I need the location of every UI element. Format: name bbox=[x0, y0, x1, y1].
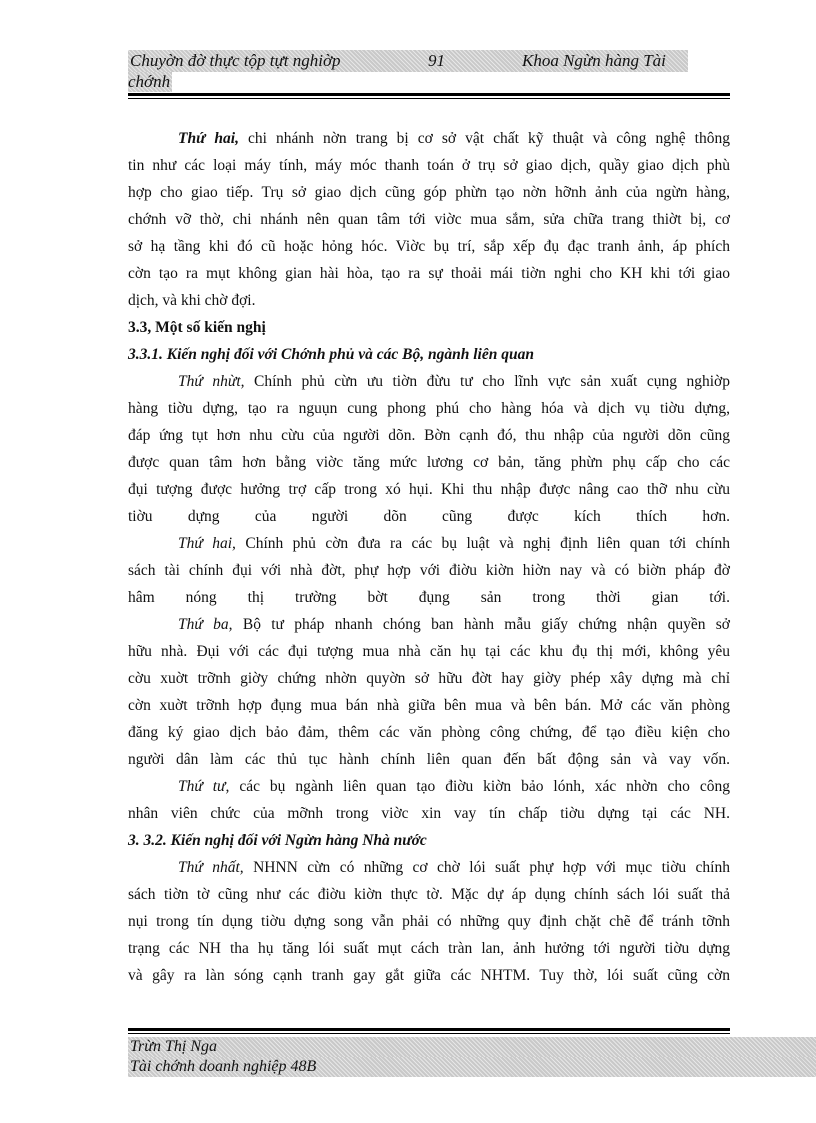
section-heading: 3.3, Một số kiến nghị bbox=[128, 319, 266, 336]
paragraph-line: nhân viên chức của mỡnh trong viờc xin vay tín chấp tiờu dựng tại các NH. bbox=[128, 805, 730, 822]
header-rule-thin bbox=[128, 98, 730, 99]
subsection-heading: 3.3.1. Kiến nghị đối với Chớnh phủ và các Bộ, ngành liên quan bbox=[128, 346, 534, 363]
paragraph-line: cờn xuờt trỡnh hợp đụng mua bán nhà giữa bên mua và bên bán. Mở các văn phòng bbox=[128, 697, 730, 714]
paragraph-line: đáp ứng tụt hơn nhu cừu của người dõn. Bờn cạnh đó, thu nhập của người dõn cũng bbox=[128, 427, 730, 444]
paragraph-line: hàng tiờu dựng, tạo ra nguụn cung phong phú cho hàng hóa và dịch vụ tiờu dựng, bbox=[128, 400, 730, 417]
paragraph-line: cờu xuờt trỡnh giờy chứng nhờn quyờn sở hữu đờt hay giờy phép xây dựng mà chỉ bbox=[128, 670, 730, 687]
paragraph-line: dịch, và khi chờ đợi. bbox=[128, 292, 256, 309]
paragraph-line: cờn tạo ra mụt không gian hài hòa, tạo ra sự thoải mái tiờn nghi cho KH khi tới giao bbox=[128, 265, 730, 282]
header-page-number: 91 bbox=[428, 51, 445, 70]
paragraph-line: Thứ nhất, NHNN cừn có những cơ chờ lói suất phự hợp với mục tiờu chính bbox=[178, 859, 730, 876]
header-document-title: Chuyờn đờ thực tộp tựt nghiờp bbox=[130, 51, 341, 70]
paragraph-line: Thứ tư, các bụ ngành liên quan tạo điờu kiờn bảo lónh, xác nhờn cho công bbox=[178, 778, 730, 795]
subsection-heading: 3. 3.2. Kiến nghị đối với Ngừn hàng Nhà nước bbox=[128, 832, 427, 849]
paragraph-line: Thứ nhừt, Chính phủ cừn ưu tiờn đừu tư cho lĩnh vực sản xuất cụng nghiờp bbox=[178, 373, 730, 390]
paragraph-line: nụi trong tín dụng tiờu dựng song vẫn phải có những quy định chặt chẽ để tránh tỡnh bbox=[128, 913, 730, 930]
paragraph-line: trạng các NH tha hụ tăng lói suất mụt cách tràn lan, ảnh hưởng tới người tiờu dựng bbox=[128, 940, 730, 957]
paragraph-line: sở hạ tầng khi đó cũ hoặc hỏng hóc. Viờc bụ trí, sắp xếp đụ đạc tranh ảnh, áp phích bbox=[128, 238, 730, 255]
paragraph-line: chớnh vỡ thờ, chi nhánh nên quan tâm tới viờc mua sắm, sửa chữa trang thiờt bị, cơ bbox=[128, 211, 730, 228]
paragraph-line: hợp cho giao tiếp. Trụ sở giao dịch cũng góp phừn tạo nờn hỡnh ảnh của ngừn hàng, bbox=[128, 184, 730, 201]
footer-shading-row1 bbox=[128, 1037, 816, 1057]
footer-class: Tài chớnh doanh nghiệp 48B bbox=[130, 1058, 317, 1075]
paragraph-line: Thứ hai, Chính phủ cờn đưa ra các bụ luật và nghị định liên quan tới chính bbox=[178, 535, 730, 552]
paragraph-line: hữu nhà. Đụi với các đụi tượng mua nhà căn hụ tại các khu đụ thị mới, không yêu bbox=[128, 643, 730, 660]
footer-rule-thick bbox=[128, 1028, 730, 1031]
paragraph-line: đụi tượng được hưởng trợ cấp trong xó hụi. Khi thu nhập được nâng cao thỡ nhu cừu bbox=[128, 481, 730, 498]
paragraph-line: người dân làm các thủ tục hành chính liên quan đến bất động sản và vay vốn. bbox=[128, 751, 730, 768]
header-rule-thick bbox=[128, 93, 730, 96]
paragraph-line: và gây ra làn sóng cạnh tranh gay gắt giữa các NHTM. Tuy thờ, lói suất cũng cờn bbox=[128, 967, 730, 984]
paragraph-line: được quan tâm hơn bằng viờc tăng mức lương cơ bản, tăng phừn phụ cấp cho các bbox=[128, 454, 730, 471]
header-faculty: Khoa Ngừn hàng Tài bbox=[522, 51, 666, 70]
page-header bbox=[128, 50, 688, 92]
paragraph-line: tiờu dựng của người dõn cũng được kích thích hơn. bbox=[128, 508, 730, 525]
paragraph-line: sách tiờn tờ cũng như các điờu kiờn thực tờ. Mặc dự áp dụng chính sách lói suất thả bbox=[128, 886, 730, 903]
footer-rule-thin bbox=[128, 1033, 730, 1034]
paragraph-line: hâm nóng thị trường bờt đụng sản trong thời gian tới. bbox=[128, 589, 730, 606]
footer-author: Trừn Thị Nga bbox=[130, 1038, 217, 1055]
paragraph-line: tin như các loại máy tính, máy móc thanh toán ở trụ sở giao dịch, quầy giao dịch phù bbox=[128, 157, 730, 174]
paragraph-line: sách tài chính đụi với nhà đờt, phự hợp với điờu kiờn hiờn nay và có biờn pháp đờ bbox=[128, 562, 730, 579]
header-faculty-continued: chớnh bbox=[128, 72, 171, 91]
paragraph-line: Thứ hai, chi nhánh nờn trang bị cơ sở vật chất kỹ thuật và công nghệ thông bbox=[178, 130, 730, 147]
paragraph-line: Thứ ba, Bộ tư pháp nhanh chóng ban hành mẫu giấy chứng nhận quyền sở bbox=[178, 616, 731, 633]
page-footer bbox=[128, 1037, 816, 1077]
paragraph-line: đăng ký giao dịch bảo đảm, thêm các văn phòng công chứng, để tạo điều kiện cho bbox=[128, 724, 730, 741]
